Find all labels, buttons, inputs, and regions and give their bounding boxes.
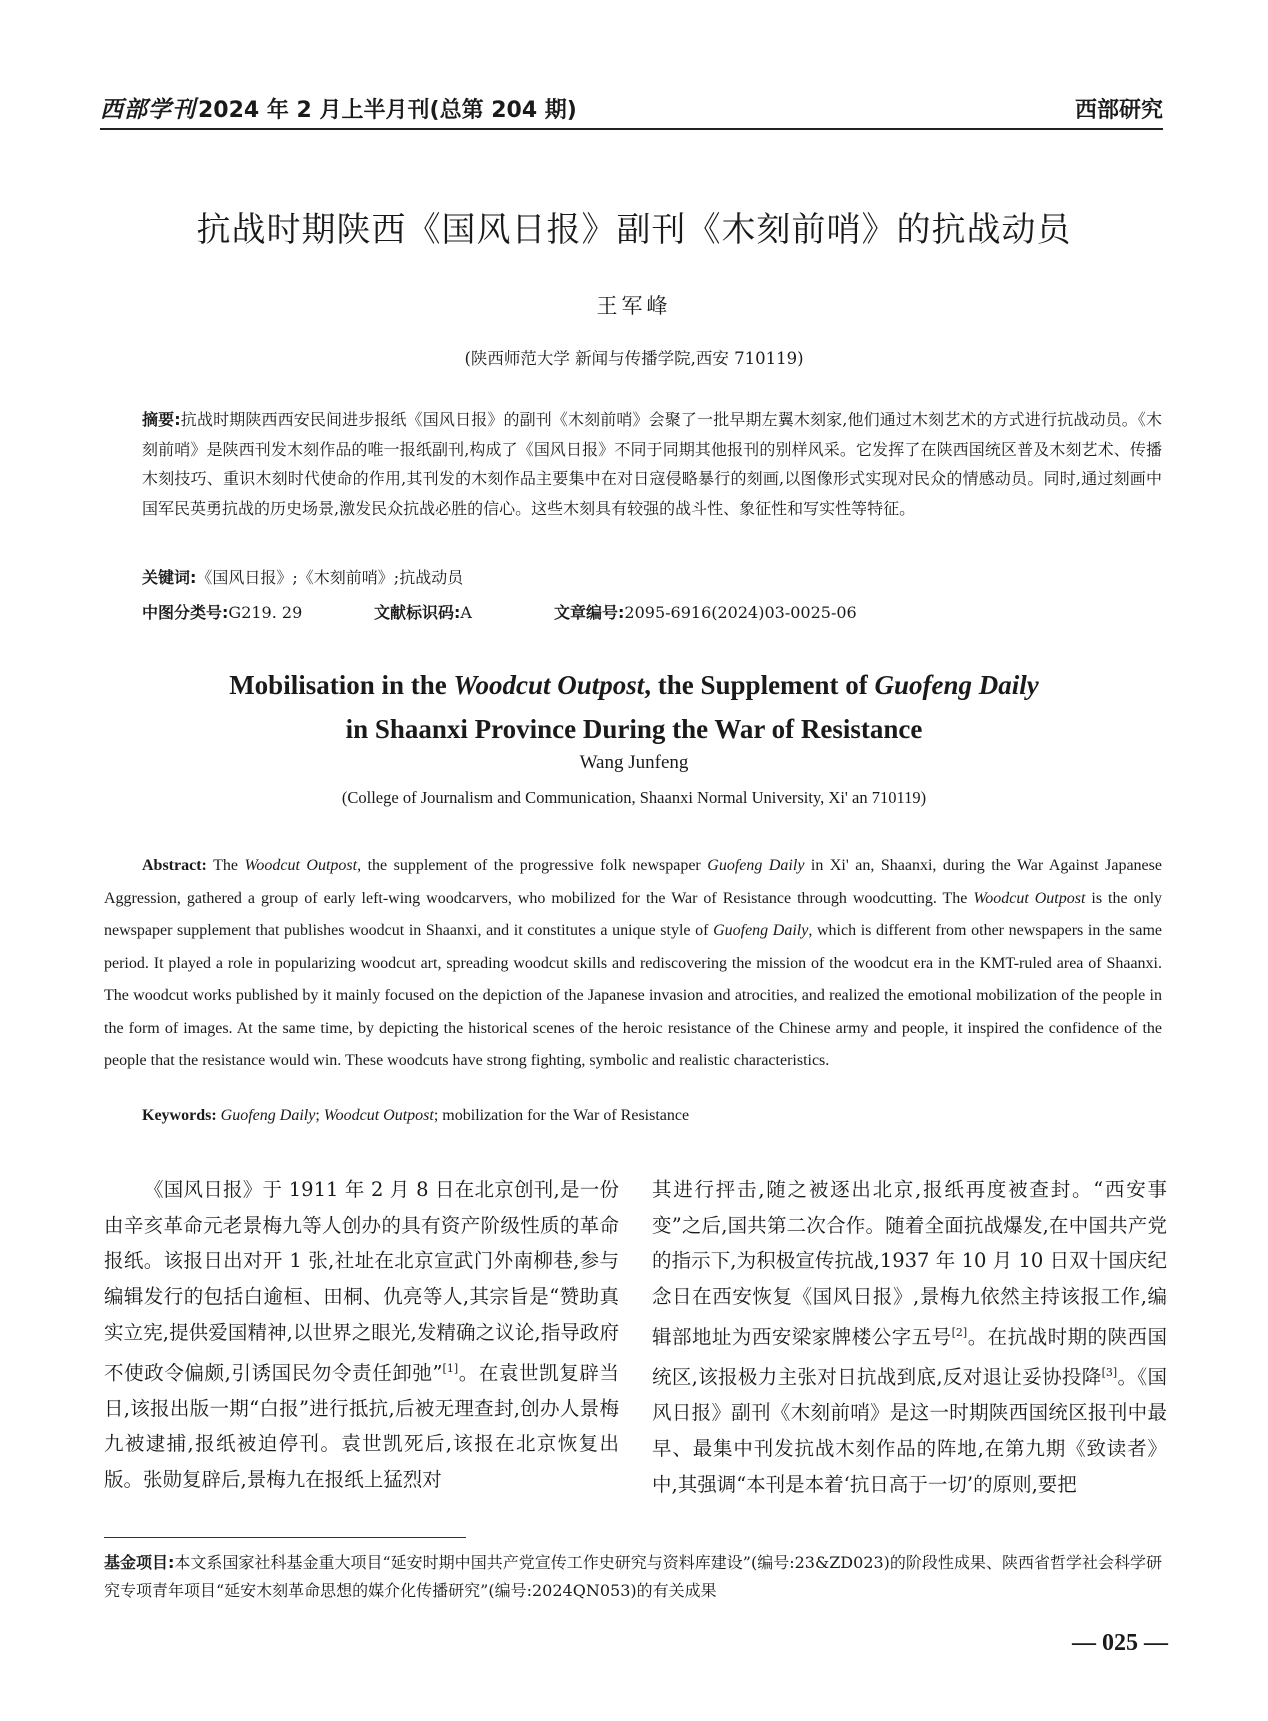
keywords-chinese	[142, 565, 463, 588]
funding-footnote	[104, 1549, 1162, 1605]
title-en-part3: , the Supplement of	[644, 670, 875, 700]
body-column-right	[652, 1172, 1167, 1502]
article-number	[554, 600, 857, 623]
doc-label: 文献标识码:	[374, 603, 461, 622]
keyword-en-2: Woodcut Outpost	[323, 1107, 434, 1124]
abstract-en-s3: , the supplement of the progressive folk newspaper	[357, 857, 708, 874]
body-left-text-1: 《国风日报》于 1911 年 2 月 8 日在北京创刊,是一份由辛亥革命元老景梅九等人创办的具有资产阶级性质的革命报纸。该报日出对开 1 张,社址在北京宣武门外南柳巷,参与编辑发行的包括白逾桓、田桐、仇亮等人,其宗旨是“赞助真实立宪,提供爱国精神,以世界之眼光,发精确之议论,指导政府不使政令偏颇,引诱国民勿令责任卸弛”	[104, 1178, 619, 1385]
clc-value: G219. 29	[228, 603, 303, 622]
body-left-text-2: 。在袁世凯复辟当日,该报出版一期“白报”进行抵抗,后被无理查封,创办人景梅九被逮捕,报纸被迫停刊。袁世凯死后,该报在北京恢复出版。张勋复辟后,景梅九在报纸上猛烈对	[104, 1361, 619, 1492]
title-en-part4: Guofeng Daily	[874, 670, 1039, 700]
doc-code	[374, 600, 554, 623]
body-column-left	[104, 1172, 619, 1498]
abstract-en-s6: Woodcut Outpost	[973, 889, 1086, 907]
abstract-en-s2: Woodcut Outpost	[244, 857, 358, 874]
classification-meta	[142, 600, 857, 623]
title-english	[100, 663, 1168, 751]
section-name: 西部研究	[1074, 98, 1163, 123]
abstract-en-s8: Guofeng Daily	[713, 922, 809, 939]
body-right-text-3: 。《国风日报》副刊《木刻前哨》是这一时期陕西国统区报刊中最早、最集中刊发抗战木刻作品的阵地,在第九期《致读者》中,其强调“本刊是本着‘抗日高于一切’的原则,要把	[652, 1365, 1167, 1496]
title-chinese: 抗战时期陕西《国风日报》副刊《木刻前哨》的抗战动员	[196, 210, 1072, 250]
keywords-label-cn: 关键词:	[142, 568, 197, 587]
doc-value: A	[460, 603, 472, 622]
abstract-english	[104, 850, 1162, 1078]
keyword-en-3: mobilization for the War of Resistance	[442, 1107, 690, 1124]
title-en-part2: Woodcut Outpost	[453, 670, 645, 700]
abstract-en-s7: is the only newspaper supplement that publishes woodcut in Shaanxi, and it constitutes a unique style of	[104, 889, 1163, 939]
abstract-en-s5: in Xi' an, Shaanxi, during the War Against Japanese Aggression, gathered a group of early left-wing woodcarvers, who mobilized for the War of Resistance through woodcutting. The	[104, 857, 1162, 907]
citation-3: [3]	[1101, 1366, 1118, 1380]
clc-number	[142, 600, 374, 623]
keywords-label-en: Keywords:	[142, 1107, 217, 1124]
keyword-sep-2: ;	[433, 1107, 443, 1124]
keyword-en-1: Guofeng Daily	[220, 1107, 316, 1124]
article-value: 2095-6916(2024)03-0025-06	[624, 603, 857, 622]
body-right-text-2: 。在抗战时期的陕西国统区,该报极力主张对日抗战到底,反对退让妥协投降	[652, 1325, 1167, 1389]
journal-logo: 西部学刊	[100, 96, 196, 123]
abstract-text-cn: 抗战时期陕西西安民间进步报纸《国风日报》的副刊《木刻前哨》会聚了一批早期左翼木刻家,他们通过木刻艺术的方式进行抗战动员。《木刻前哨》是陕西刊发木刻作品的唯一报纸副刊,构成了《国风日报》不同于同期其他报刊的别样风采。它发挥了在陕西国统区普及木刻艺术、传播木刻技巧、重识木刻时代使命的作用,其刊发的木刻作品主要集中在对日寇侵略暴行的刻画,以图像形式实现对民众的情感动员。同时,通过刻画中国军民英勇抗战的历史场景,激发民众抗战必胜的信心。这些木刻具有较强的战斗性、象征性和写实性等特征。	[142, 410, 1162, 518]
affiliation-english: (College of Journalism and Communication, Shaanxi Normal University, Xi' an 710119)	[341, 788, 927, 807]
keywords-english	[142, 1107, 689, 1125]
running-header	[100, 90, 1163, 130]
author-chinese: 王军峰	[596, 294, 672, 318]
abstract-en-s1: The	[206, 857, 245, 874]
footnote-text: 本文系国家社科基金重大项目“延安时期中国共产党宣传工作史研究与资料库建设”(编号:23&ZD023)的阶段性成果、陕西省哲学社会科学研究专项青年项目“延安木刻革命思想的媒介化传播研究”(编号:2024QN053)的有关成果	[104, 1553, 1162, 1600]
author-english: Wang Junfeng	[579, 752, 689, 773]
abstract-en-s9: , which is different from other newspapers in the same period. It played a role in popularizing woodcut art, spreading woodcut skills and rediscovering the mission of the woodcut era in the KMT-ruled area of Shaanxi. The woodcut works published by it mainly focused on the depiction of the Japanese invasion and atrocities, and realized the emotional mobilization of the people in the form of images. At the same time, by depicting the historical scenes of the heroic resistance of the Chinese army and people, it inspired the confidence of the people that the resistance would win. These woodcuts have strong fighting, symbolic and realistic characteristics.	[104, 922, 1162, 1069]
issue-info: 2024 年 2 月上半月刊(总第 204 期)	[198, 98, 577, 123]
citation-1: [1]	[442, 1361, 459, 1375]
article-label: 文章编号:	[554, 603, 625, 622]
keyword-sep-1: ;	[315, 1107, 324, 1124]
abstract-label-en: Abstract:	[142, 857, 207, 874]
keywords-text-cn: 《国风日报》;《木刻前哨》;抗战动员	[196, 568, 464, 587]
header-left	[100, 91, 577, 124]
abstract-chinese	[142, 405, 1162, 523]
title-english-line2: in Shaanxi Province During the War of Resistance	[345, 714, 923, 744]
body-right-text-1: 其进行抨击,随之被逐出北京,报纸再度被查封。“西安事变”之后,国共第二次合作。随着全面抗战爆发,在中国共产党的指示下,为积极宣传抗战,1937 年 10 月 10 日双十国庆纪念日在西安恢复《国风日报》,景梅九依然主持该报工作,编辑部地址为西安梁家牌楼公字五号	[652, 1178, 1167, 1349]
abstract-en-s4: Guofeng Daily	[707, 857, 805, 874]
affiliation-chinese: (陕西师范大学 新闻与传播学院,西安 710119)	[464, 349, 804, 368]
footnote-label: 基金项目:	[104, 1553, 175, 1572]
page-number: — 025 —	[1072, 1630, 1168, 1656]
clc-label: 中图分类号:	[142, 603, 229, 622]
title-en-part1: Mobilisation in the	[229, 670, 454, 700]
abstract-label-cn: 摘要:	[142, 410, 181, 429]
footnote-divider	[104, 1537, 466, 1538]
title-english-line1	[100, 663, 1168, 707]
citation-2: [2]	[951, 1325, 968, 1339]
